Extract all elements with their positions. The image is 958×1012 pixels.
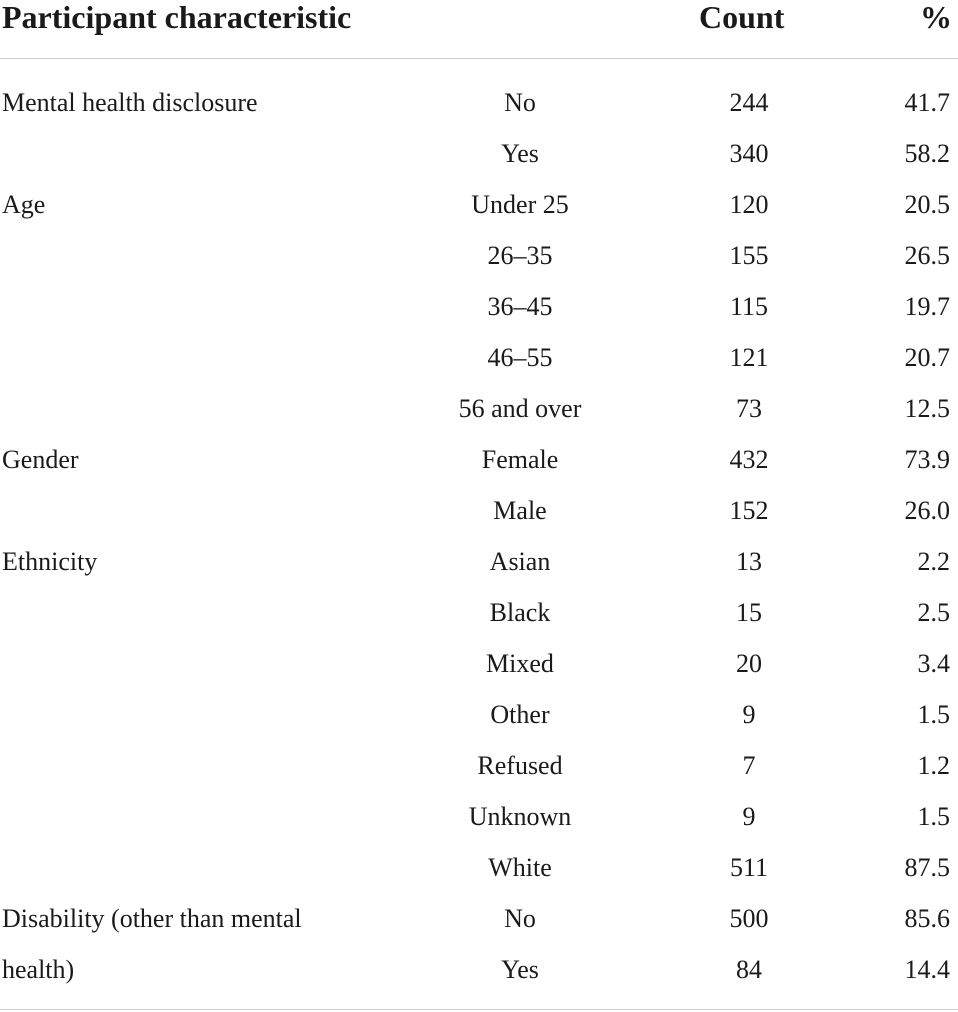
table-row <box>0 944 958 995</box>
table-row <box>0 77 958 128</box>
row-count: 340 <box>729 139 769 168</box>
row-count: 500 <box>729 904 769 933</box>
row-characteristic: Ethnicity <box>2 547 98 576</box>
row-category: Yes <box>501 955 539 984</box>
row-count: 20 <box>736 649 762 678</box>
row-category: Female <box>481 445 559 474</box>
table-bottom-rule <box>0 1009 958 1010</box>
row-count: 9 <box>742 802 756 831</box>
row-count: 115 <box>729 292 769 321</box>
row-count: 84 <box>736 955 762 984</box>
table-row <box>0 791 958 842</box>
row-percent: 3.4 <box>917 649 950 678</box>
row-percent: 85.6 <box>904 904 950 933</box>
row-count: 15 <box>736 598 762 627</box>
row-category: Male <box>493 496 547 525</box>
header-percent: % <box>920 0 952 35</box>
row-percent: 2.2 <box>917 547 950 576</box>
row-category: Yes <box>501 139 539 168</box>
row-category: 36–45 <box>487 292 553 321</box>
row-percent: 41.7 <box>904 88 950 117</box>
row-percent: 58.2 <box>904 139 950 168</box>
row-count: 152 <box>729 496 769 525</box>
row-count: 7 <box>742 751 756 780</box>
table-body <box>0 77 958 995</box>
row-percent: 12.5 <box>904 394 950 423</box>
table-row <box>0 689 958 740</box>
row-category: White <box>488 853 552 882</box>
row-count: 73 <box>736 394 762 423</box>
row-percent: 19.7 <box>904 292 950 321</box>
table-row <box>0 281 958 332</box>
header-characteristic: Participant characteristic <box>2 0 352 35</box>
table-header <box>0 0 958 59</box>
table-row <box>0 536 958 587</box>
row-percent: 2.5 <box>917 598 950 627</box>
row-category: Mixed <box>486 649 554 678</box>
row-count: 244 <box>729 88 769 117</box>
row-category: 56 and over <box>458 394 582 423</box>
table-row <box>0 842 958 893</box>
row-percent: 1.5 <box>917 802 950 831</box>
row-percent: 73.9 <box>904 445 950 474</box>
header-count: Count <box>699 0 785 35</box>
row-category: Black <box>489 598 551 627</box>
row-percent: 26.5 <box>904 241 950 270</box>
table-row <box>0 230 958 281</box>
row-percent: 20.7 <box>904 343 950 372</box>
table-row <box>0 434 958 485</box>
table-row <box>0 893 958 944</box>
row-count: 121 <box>729 343 769 372</box>
row-category: No <box>504 88 536 117</box>
row-category: Other <box>490 700 550 729</box>
row-percent: 26.0 <box>904 496 950 525</box>
table-row <box>0 179 958 230</box>
row-characteristic: Disability (other than mental <box>2 904 302 933</box>
table-row <box>0 485 958 536</box>
row-characteristic: health) <box>2 955 75 984</box>
row-percent: 1.2 <box>917 751 950 780</box>
row-count: 155 <box>729 241 769 270</box>
table-row <box>0 740 958 791</box>
row-percent: 87.5 <box>904 853 950 882</box>
row-count: 9 <box>742 700 756 729</box>
table-row <box>0 332 958 383</box>
row-category: Unknown <box>468 802 572 831</box>
table-row <box>0 587 958 638</box>
row-category: 46–55 <box>487 343 553 372</box>
row-category: No <box>504 904 536 933</box>
row-count: 511 <box>729 853 769 882</box>
table-row <box>0 638 958 689</box>
row-count: 13 <box>736 547 762 576</box>
row-category: Under 25 <box>471 190 569 219</box>
table-row <box>0 128 958 179</box>
row-category: 26–35 <box>487 241 553 270</box>
table-row <box>0 383 958 434</box>
row-category: Refused <box>477 751 563 780</box>
row-characteristic: Age <box>2 190 46 219</box>
row-category: Asian <box>489 547 551 576</box>
row-count: 432 <box>729 445 769 474</box>
row-characteristic: Gender <box>2 445 79 474</box>
row-characteristic: Mental health disclosure <box>2 88 258 117</box>
row-percent: 20.5 <box>904 190 950 219</box>
row-percent: 1.5 <box>917 700 950 729</box>
row-count: 120 <box>729 190 769 219</box>
row-percent: 14.4 <box>904 955 950 984</box>
